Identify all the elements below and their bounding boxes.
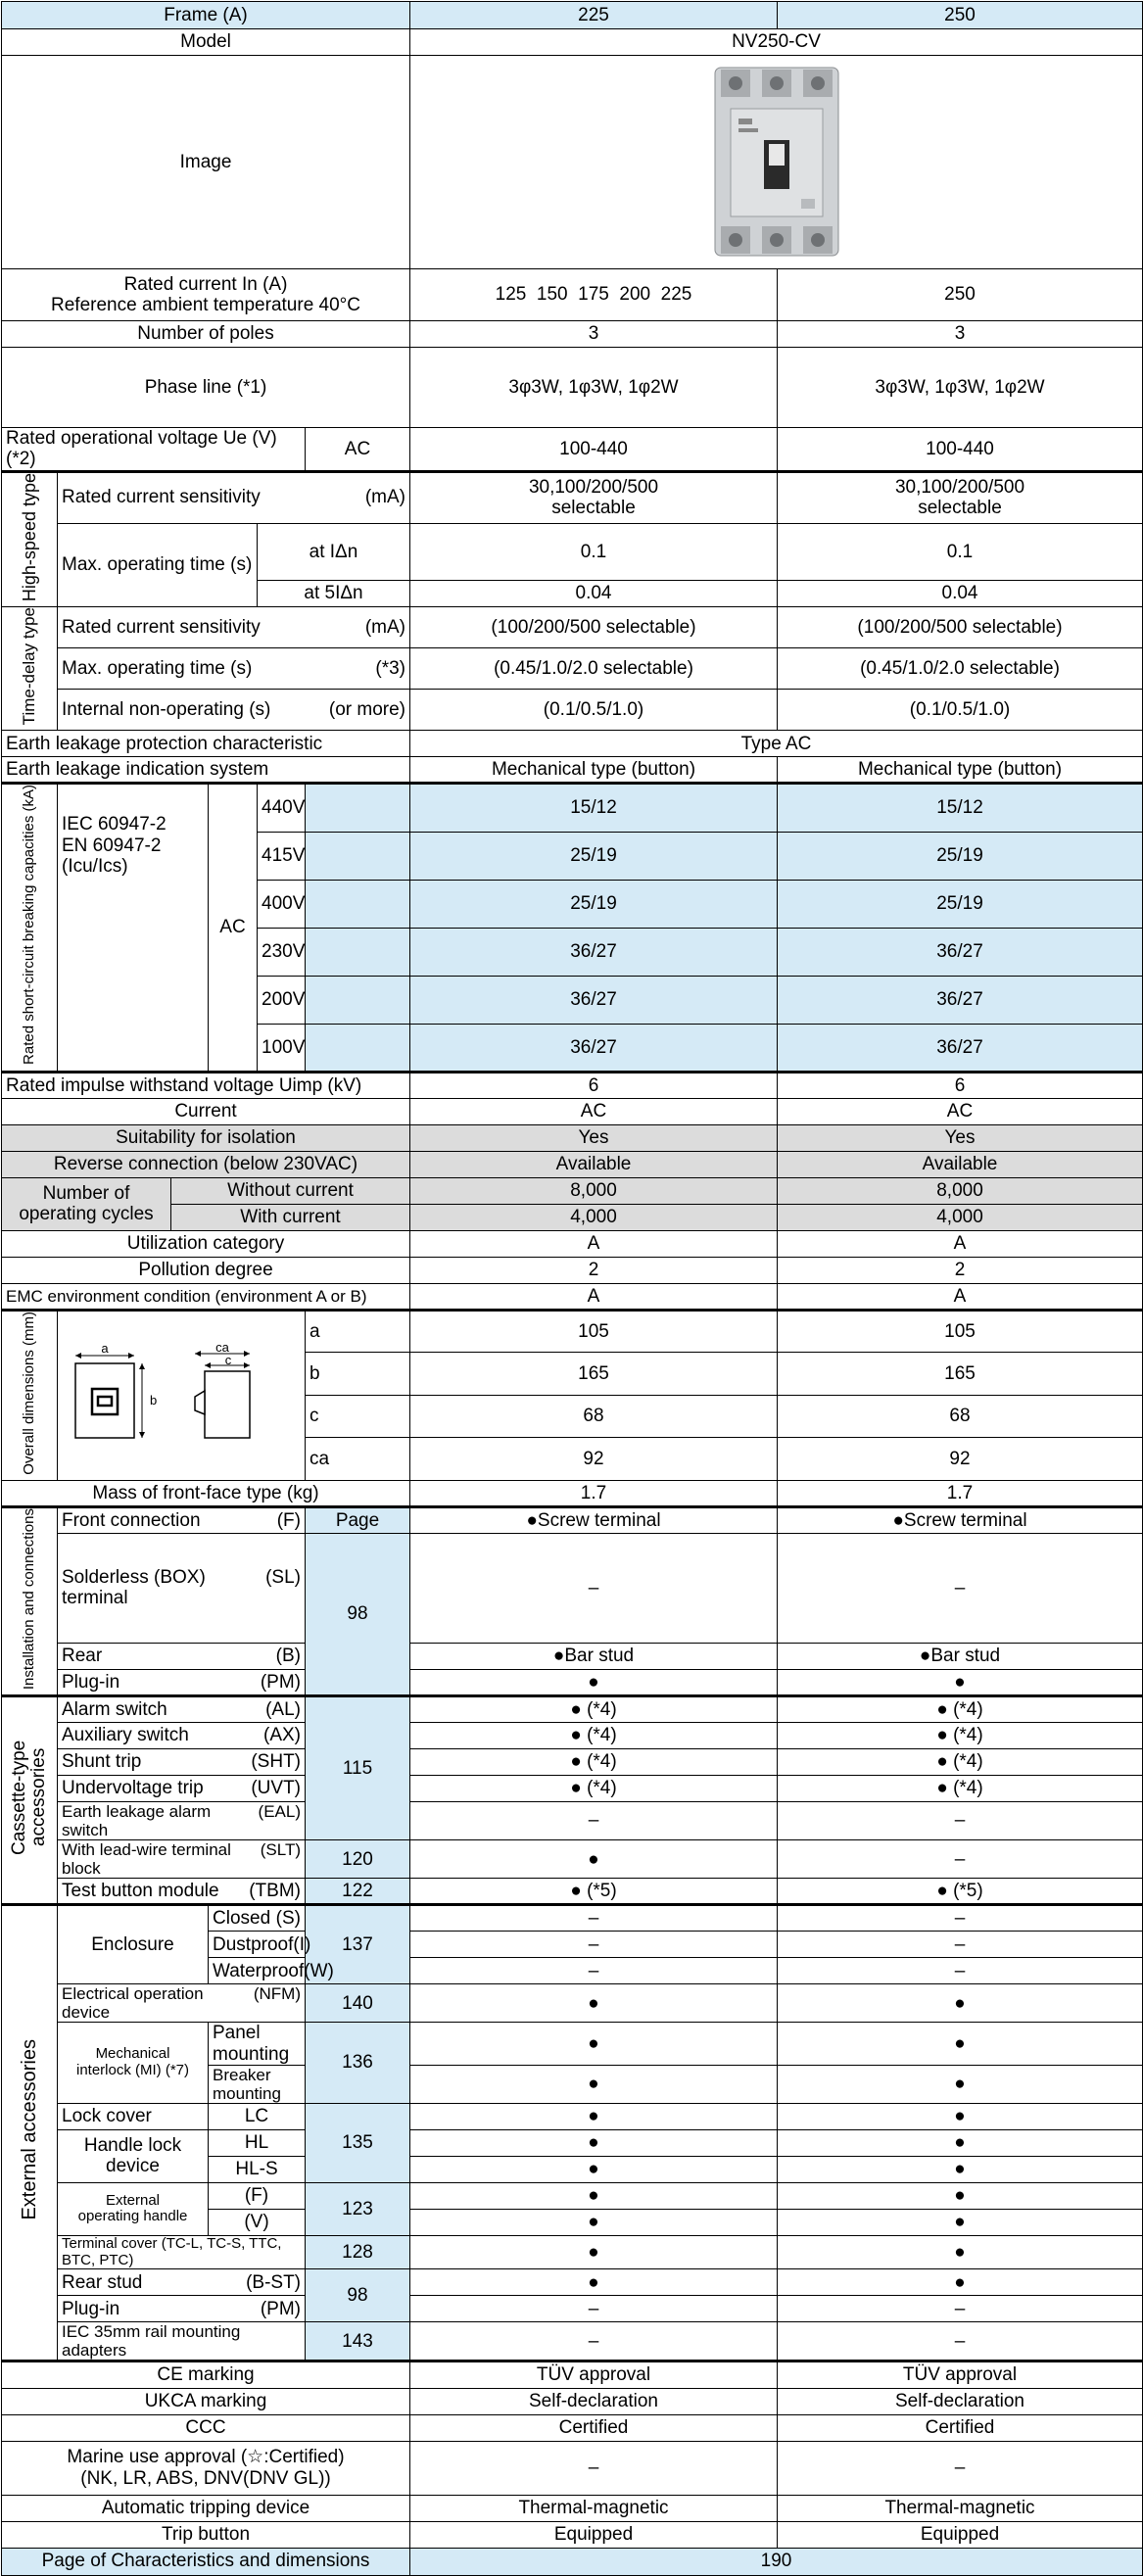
dimension-figure: [58, 1342, 299, 1444]
plugin-label: Plug-in (PM): [58, 1670, 306, 1696]
ccc-250: Certified: [778, 2414, 1143, 2441]
eal-row: [2, 1802, 1143, 1840]
breaking-voltage: 200V: [258, 976, 306, 1024]
auto-trip-250: Thermal-magnetic: [778, 2495, 1143, 2521]
dim-225: 68: [410, 1395, 778, 1437]
breaking-250: 15/12: [778, 784, 1143, 832]
voltage-250: 100-440: [778, 428, 1143, 472]
dustproof-225: –: [410, 1932, 778, 1958]
rated-current-label: Rated current In (A) Reference ambient temperature 40°C: [2, 269, 410, 321]
image-row: [2, 56, 1143, 269]
td-time-250: (0.45/1.0/2.0 selectable): [778, 648, 1143, 690]
shunt-225: ● (*4): [410, 1749, 778, 1776]
breaking-250: 36/27: [778, 976, 1143, 1024]
frame-row: [2, 2, 1143, 29]
ce-225: TÜV approval: [410, 2361, 778, 2388]
ext-v-250: ●: [778, 2209, 1143, 2235]
isolation-250: Yes: [778, 1124, 1143, 1151]
installation-page: 98: [306, 1533, 410, 1695]
lock-cover-225: ●: [410, 2103, 778, 2129]
ext-f-250: ●: [778, 2182, 1143, 2209]
time-delay-group: Time-delay type: [2, 606, 58, 731]
dim-key: b: [306, 1353, 410, 1395]
cycles-with-label: With current: [171, 1204, 410, 1230]
uvt-250: ● (*4): [778, 1776, 1143, 1802]
solderless-label: Solderless (BOX) terminal (SL): [58, 1533, 306, 1643]
poles-225: 3: [410, 321, 778, 348]
front-conn-label: Front connection (F): [58, 1506, 306, 1533]
ccc-label: CCC: [2, 2414, 410, 2441]
reverse-250: Available: [778, 1151, 1143, 1177]
fig-c-label: c: [224, 1353, 232, 1368]
mass-250: 1.7: [778, 1480, 1143, 1506]
slt-250: –: [778, 1840, 1143, 1879]
breaking-250: 25/19: [778, 880, 1143, 928]
hl-row: [2, 2129, 1143, 2156]
lock-cover-row: [2, 2103, 1143, 2129]
ukca-row: [2, 2388, 1143, 2414]
earth-char-label: Earth leakage protection characteristic: [2, 731, 410, 757]
rated-current-250: 250: [778, 269, 1143, 321]
mass-225: 1.7: [410, 1480, 778, 1506]
uvt-label: Undervoltage trip (UVT): [58, 1776, 306, 1802]
td-nonop-225: (0.1/0.5/1.0): [410, 690, 778, 731]
dim-key: a: [306, 1310, 410, 1352]
breaking-group: Rated short-circuit breaking capacities (kA): [2, 784, 58, 1072]
dimensions-group: Overall dimensions (mm): [2, 1310, 58, 1480]
tbm-label: Test button module (TBM): [58, 1879, 306, 1905]
td-sens-row: [2, 606, 1143, 647]
electrical-row: [2, 1984, 1143, 2023]
fig-b-label: b: [150, 1393, 158, 1408]
td-time-row: [2, 648, 1143, 690]
installation-group: Installation and connections: [2, 1506, 58, 1695]
slt-row: [2, 1840, 1143, 1879]
emc-225: A: [410, 1283, 778, 1310]
isolation-225: Yes: [410, 1124, 778, 1151]
hs-time-row-1: [2, 523, 1143, 580]
aux-label: Auxiliary switch (AX): [58, 1723, 306, 1749]
td-nonop-label: Internal non-operating (s) (or more): [58, 690, 410, 731]
hs-5idn-225: 0.04: [410, 580, 778, 606]
auto-trip-row: [2, 2495, 1143, 2521]
ext-f-row: [2, 2182, 1143, 2209]
panel-row: [2, 2023, 1143, 2066]
waterproof-225: –: [410, 1958, 778, 1984]
external-page-140: 140: [306, 1984, 410, 2023]
dim-250: 105: [778, 1310, 1143, 1352]
emc-row: [2, 1283, 1143, 1310]
trip-button-row: [2, 2521, 1143, 2548]
voltage-row: [2, 428, 1143, 472]
breaking-voltage: 400V: [258, 880, 306, 928]
cassette-page-120: 120: [306, 1840, 410, 1879]
earth-char-row: [2, 731, 1143, 757]
rear-225: ●Bar stud: [410, 1644, 778, 1670]
dim-row-0: [2, 1310, 1143, 1352]
hs-idn-250: 0.1: [778, 523, 1143, 580]
hl-250: ●: [778, 2129, 1143, 2156]
frame-250: 250: [778, 2, 1143, 29]
phase-225: 3φ3W, 1φ3W, 1φ2W: [410, 348, 778, 428]
pollution-label: Pollution degree: [2, 1257, 410, 1283]
waterproof-label: Waterproof (W): [209, 1958, 306, 1984]
eal-250: –: [778, 1802, 1143, 1840]
terminal-cover-225: ●: [410, 2235, 778, 2269]
breaking-standard: IEC 60947-2 EN 60947-2 (Icu/Ics): [58, 784, 209, 1072]
dim-250: 165: [778, 1353, 1143, 1395]
hs-idn-225: 0.1: [410, 523, 778, 580]
earth-ind-label: Earth leakage indication system: [2, 757, 410, 784]
phase-row: [2, 348, 1143, 428]
marine-225: –: [410, 2441, 778, 2495]
dustproof-label: Dustproof (I): [209, 1932, 306, 1958]
hs-sens-row: [2, 471, 1143, 523]
utilization-250: A: [778, 1230, 1143, 1257]
plugin-225: ●: [410, 1670, 778, 1696]
page-char-label: Page of Characteristics and dimensions: [2, 2548, 410, 2575]
dim-225: 105: [410, 1310, 778, 1352]
td-nonop-250: (0.1/0.5/1.0): [778, 690, 1143, 731]
reverse-label: Reverse connection (below 230VAC): [2, 1151, 410, 1177]
hs-sens-label: Rated current sensitivity (mA): [58, 471, 410, 523]
dimension-figure-cell: [58, 1310, 306, 1480]
eal-label: Earth leakage alarm switch (EAL): [58, 1802, 306, 1840]
marine-label: Marine use approval (☆:Certified) (NK, LR, ABS, DNV(DNV GL)): [2, 2441, 410, 2495]
ext-f-225: ●: [410, 2182, 778, 2209]
breaking-ac: AC: [209, 784, 258, 1072]
model-row: [2, 29, 1143, 56]
breaking-250: 25/19: [778, 832, 1143, 880]
iec-rail-label: IEC 35mm rail mounting adapters: [58, 2322, 306, 2361]
current-250: AC: [778, 1098, 1143, 1124]
spec-table: [1, 1, 1143, 2576]
hls-250: ●: [778, 2156, 1143, 2182]
terminal-cover-250: ●: [778, 2235, 1143, 2269]
waterproof-250: –: [778, 1958, 1143, 1984]
rear-250: ●Bar stud: [778, 1644, 1143, 1670]
closed-250: –: [778, 1905, 1143, 1932]
ce-row: [2, 2361, 1143, 2388]
voltage-ac: AC: [306, 428, 410, 472]
slt-225: ●: [410, 1840, 778, 1879]
external-page-136: 136: [306, 2023, 410, 2104]
dim-250: 68: [778, 1395, 1143, 1437]
utilization-225: A: [410, 1230, 778, 1257]
terminal-cover-row: [2, 2235, 1143, 2269]
hl-225: ●: [410, 2129, 778, 2156]
ext-plugin-250: –: [778, 2296, 1143, 2322]
breaking-250: 36/27: [778, 928, 1143, 976]
electrical-250: ●: [778, 1984, 1143, 2023]
ext-plugin-225: –: [410, 2296, 778, 2322]
utilization-row: [2, 1230, 1143, 1257]
earth-ind-row: [2, 757, 1143, 784]
breaker-mount-label: Breaker mounting: [209, 2065, 306, 2103]
mass-row: [2, 1480, 1143, 1506]
ukca-label: UKCA marking: [2, 2388, 410, 2414]
lock-cover-code: LC: [209, 2103, 306, 2129]
ce-label: CE marking: [2, 2361, 410, 2388]
rear-stud-250: ●: [778, 2269, 1143, 2296]
iec-rail-row: [2, 2322, 1143, 2361]
current-row: [2, 1098, 1143, 1124]
phase-250: 3φ3W, 1φ3W, 1φ2W: [778, 348, 1143, 428]
cycles-with-225: 4,000: [410, 1204, 778, 1230]
marine-row: [2, 2441, 1143, 2495]
external-page-135: 135: [306, 2103, 410, 2182]
shunt-row: [2, 1749, 1143, 1776]
utilization-label: Utilization category: [2, 1230, 410, 1257]
breaker-mount-250: ●: [778, 2065, 1143, 2103]
high-speed-group: High-speed type: [2, 471, 58, 606]
handle-lock-label: Handle lock device: [58, 2129, 209, 2182]
voltage-label: Rated operational voltage Ue (V) (*2): [2, 428, 306, 472]
breaking-225: 25/19: [410, 832, 778, 880]
mech-interlock-label: Mechanical interlock (MI) (*7): [58, 2023, 209, 2104]
poles-250: 3: [778, 321, 1143, 348]
td-nonop-row: [2, 690, 1143, 731]
pollution-250: 2: [778, 1257, 1143, 1283]
page-char-value: 190: [410, 2548, 1143, 2575]
hs-sens-225: 30,100/200/500 selectable: [410, 471, 778, 523]
earth-ind-225: Mechanical type (button): [410, 757, 778, 784]
panel-250: ●: [778, 2023, 1143, 2066]
ccc-225: Certified: [410, 2414, 778, 2441]
breaking-225: 36/27: [410, 1024, 778, 1072]
td-time-225: (0.45/1.0/2.0 selectable): [410, 648, 778, 690]
cycles-without-225: 8,000: [410, 1177, 778, 1204]
ukca-250: Self-declaration: [778, 2388, 1143, 2414]
external-page-123: 123: [306, 2182, 410, 2235]
poles-row: [2, 321, 1143, 348]
front-conn-250: ●Screw terminal: [778, 1506, 1143, 1533]
panel-225: ●: [410, 2023, 778, 2066]
lock-cover-250: ●: [778, 2103, 1143, 2129]
current-225: AC: [410, 1098, 778, 1124]
td-sens-225: (100/200/500 selectable): [410, 606, 778, 647]
ccc-row: [2, 2414, 1143, 2441]
dim-250: 92: [778, 1438, 1143, 1481]
slt-label: With lead-wire terminal block (SLT): [58, 1840, 306, 1879]
poles-label: Number of poles: [2, 321, 410, 348]
closed-label: Closed (S): [209, 1905, 306, 1932]
ext-v-225: ●: [410, 2209, 778, 2235]
tbm-row: [2, 1879, 1143, 1905]
cycles-with-250: 4,000: [778, 1204, 1143, 1230]
breaking-row-0: [2, 784, 1143, 832]
rear-row: [2, 1644, 1143, 1670]
panel-label: Panel mounting: [209, 2023, 306, 2066]
fig-ca-label: ca: [215, 1340, 229, 1356]
hls-225: ●: [410, 2156, 778, 2182]
ext-plugin-row: [2, 2296, 1143, 2322]
impulse-250: 6: [778, 1072, 1143, 1098]
shunt-label: Shunt trip (SHT): [58, 1749, 306, 1776]
hs-at-5idn: at 5IΔn: [258, 580, 410, 606]
cycles-without-250: 8,000: [778, 1177, 1143, 1204]
tbm-250: ● (*5): [778, 1879, 1143, 1905]
model-label: Model: [2, 29, 410, 56]
reverse-225: Available: [410, 1151, 778, 1177]
breaking-voltage: 230V: [258, 928, 306, 976]
model-value: NV250-CV: [410, 29, 1143, 56]
alarm-225: ● (*4): [410, 1696, 778, 1723]
aux-250: ● (*4): [778, 1723, 1143, 1749]
external-page-143: 143: [306, 2322, 410, 2361]
phase-label: Phase line (*1): [2, 348, 410, 428]
isolation-row: [2, 1124, 1143, 1151]
external-page-137: 137: [306, 1905, 410, 1984]
hs-at-idn: at IΔn: [258, 523, 410, 580]
td-time-label: Max. operating time (s) (*3): [58, 648, 410, 690]
td-sens-label: Rated current sensitivity (mA): [58, 606, 410, 647]
front-conn-row: [2, 1506, 1143, 1533]
external-page-128: 128: [306, 2235, 410, 2269]
impulse-225: 6: [410, 1072, 778, 1098]
impulse-label: Rated impulse withstand voltage Uimp (kV): [2, 1072, 410, 1098]
cycles-row-2: [2, 1204, 1143, 1230]
breaking-voltage: 100V: [258, 1024, 306, 1072]
iec-rail-250: –: [778, 2322, 1143, 2361]
ukca-225: Self-declaration: [410, 2388, 778, 2414]
impulse-row: [2, 1072, 1143, 1098]
trip-button-225: Equipped: [410, 2521, 778, 2548]
closed-row: [2, 1905, 1143, 1932]
hl-code: HL: [209, 2129, 306, 2156]
uvt-225: ● (*4): [410, 1776, 778, 1802]
isolation-label: Suitability for isolation: [2, 1124, 410, 1151]
earth-ind-250: Mechanical type (button): [778, 757, 1143, 784]
mass-label: Mass of front-face type (kg): [2, 1480, 410, 1506]
external-group: External accessories: [2, 1905, 58, 2361]
alarm-250: ● (*4): [778, 1696, 1143, 1723]
pollution-225: 2: [410, 1257, 778, 1283]
auto-trip-label: Automatic tripping device: [2, 2495, 410, 2521]
rated-current-row: [2, 269, 1143, 321]
breaking-225: 36/27: [410, 976, 778, 1024]
voltage-225: 100-440: [410, 428, 778, 472]
emc-250: A: [778, 1283, 1143, 1310]
frame-225: 225: [410, 2, 778, 29]
solderless-250: –: [778, 1533, 1143, 1643]
breaker-mount-225: ●: [410, 2065, 778, 2103]
ext-v-code: (V): [209, 2209, 306, 2235]
breaker-image: [703, 62, 850, 262]
solderless-225: –: [410, 1533, 778, 1643]
breaking-225: 15/12: [410, 784, 778, 832]
earth-char-value: Type AC: [410, 731, 1143, 757]
trip-button-250: Equipped: [778, 2521, 1143, 2548]
frame-label: Frame (A): [2, 2, 410, 29]
plugin-row: [2, 1670, 1143, 1696]
dustproof-250: –: [778, 1932, 1143, 1958]
cycles-label: Number of operating cycles: [2, 1177, 171, 1230]
terminal-cover-label: Terminal cover (TC-L, TC-S, TTC, BTC, PTC): [58, 2235, 306, 2269]
rear-stud-label: Rear stud (B-ST): [58, 2269, 306, 2296]
alarm-row: [2, 1696, 1143, 1723]
ext-plugin-label: Plug-in (PM): [58, 2296, 306, 2322]
hs-sens-250: 30,100/200/500 selectable: [778, 471, 1143, 523]
lock-cover-label: Lock cover: [58, 2103, 209, 2129]
dim-225: 165: [410, 1353, 778, 1395]
reverse-row: [2, 1151, 1143, 1177]
emc-label: EMC environment condition (environment A or B): [2, 1283, 410, 1310]
breaking-225: 36/27: [410, 928, 778, 976]
breaking-voltage: 415V: [258, 832, 306, 880]
td-sens-250: (100/200/500 selectable): [778, 606, 1143, 647]
hls-code: HL-S: [209, 2156, 306, 2182]
ce-250: TÜV approval: [778, 2361, 1143, 2388]
breaking-voltage: 440V: [258, 784, 306, 832]
plugin-250: ●: [778, 1670, 1143, 1696]
shunt-250: ● (*4): [778, 1749, 1143, 1776]
cassette-page-122: 122: [306, 1879, 410, 1905]
electrical-label: Electrical operation device (NFM): [58, 1984, 306, 2023]
cassette-page-115: 115: [306, 1696, 410, 1840]
iec-rail-225: –: [410, 2322, 778, 2361]
solderless-row: [2, 1533, 1143, 1643]
cycles-row-1: [2, 1177, 1143, 1204]
pollution-row: [2, 1257, 1143, 1283]
front-conn-225: ●Screw terminal: [410, 1506, 778, 1533]
breaking-225: 25/19: [410, 880, 778, 928]
aux-225: ● (*4): [410, 1723, 778, 1749]
external-page-98: 98: [306, 2269, 410, 2322]
ext-f-code: (F): [209, 2182, 306, 2209]
enclosure-label: Enclosure: [58, 1905, 209, 1984]
aux-row: [2, 1723, 1143, 1749]
rear-label: Rear (B): [58, 1644, 306, 1670]
hs-time-label: Max. operating time (s): [58, 523, 258, 606]
auto-trip-225: Thermal-magnetic: [410, 2495, 778, 2521]
closed-225: –: [410, 1905, 778, 1932]
marine-250: –: [778, 2441, 1143, 2495]
image-label: Image: [2, 56, 410, 269]
breaker-image-cell: [410, 56, 1143, 269]
electrical-225: ●: [410, 1984, 778, 2023]
rear-stud-row: [2, 2269, 1143, 2296]
uvt-row: [2, 1776, 1143, 1802]
page-header: Page: [306, 1506, 410, 1533]
dim-key: c: [306, 1395, 410, 1437]
cassette-group: Cassette-type accessories: [2, 1696, 58, 1905]
ext-handle-label: External operating handle: [58, 2182, 209, 2235]
page-char-row: [2, 2548, 1143, 2575]
dim-225: 92: [410, 1438, 778, 1481]
rated-current-225: 125 150 175 200 225: [410, 269, 778, 321]
breaking-250: 36/27: [778, 1024, 1143, 1072]
eal-225: –: [410, 1802, 778, 1840]
fig-a-label: a: [101, 1341, 109, 1357]
alarm-label: Alarm switch (AL): [58, 1696, 306, 1723]
current-label: Current: [2, 1098, 410, 1124]
cycles-without-label: Without current: [171, 1177, 410, 1204]
rear-stud-225: ●: [410, 2269, 778, 2296]
dim-key: ca: [306, 1438, 410, 1481]
trip-button-label: Trip button: [2, 2521, 410, 2548]
hs-5idn-250: 0.04: [778, 580, 1143, 606]
tbm-225: ● (*5): [410, 1879, 778, 1905]
